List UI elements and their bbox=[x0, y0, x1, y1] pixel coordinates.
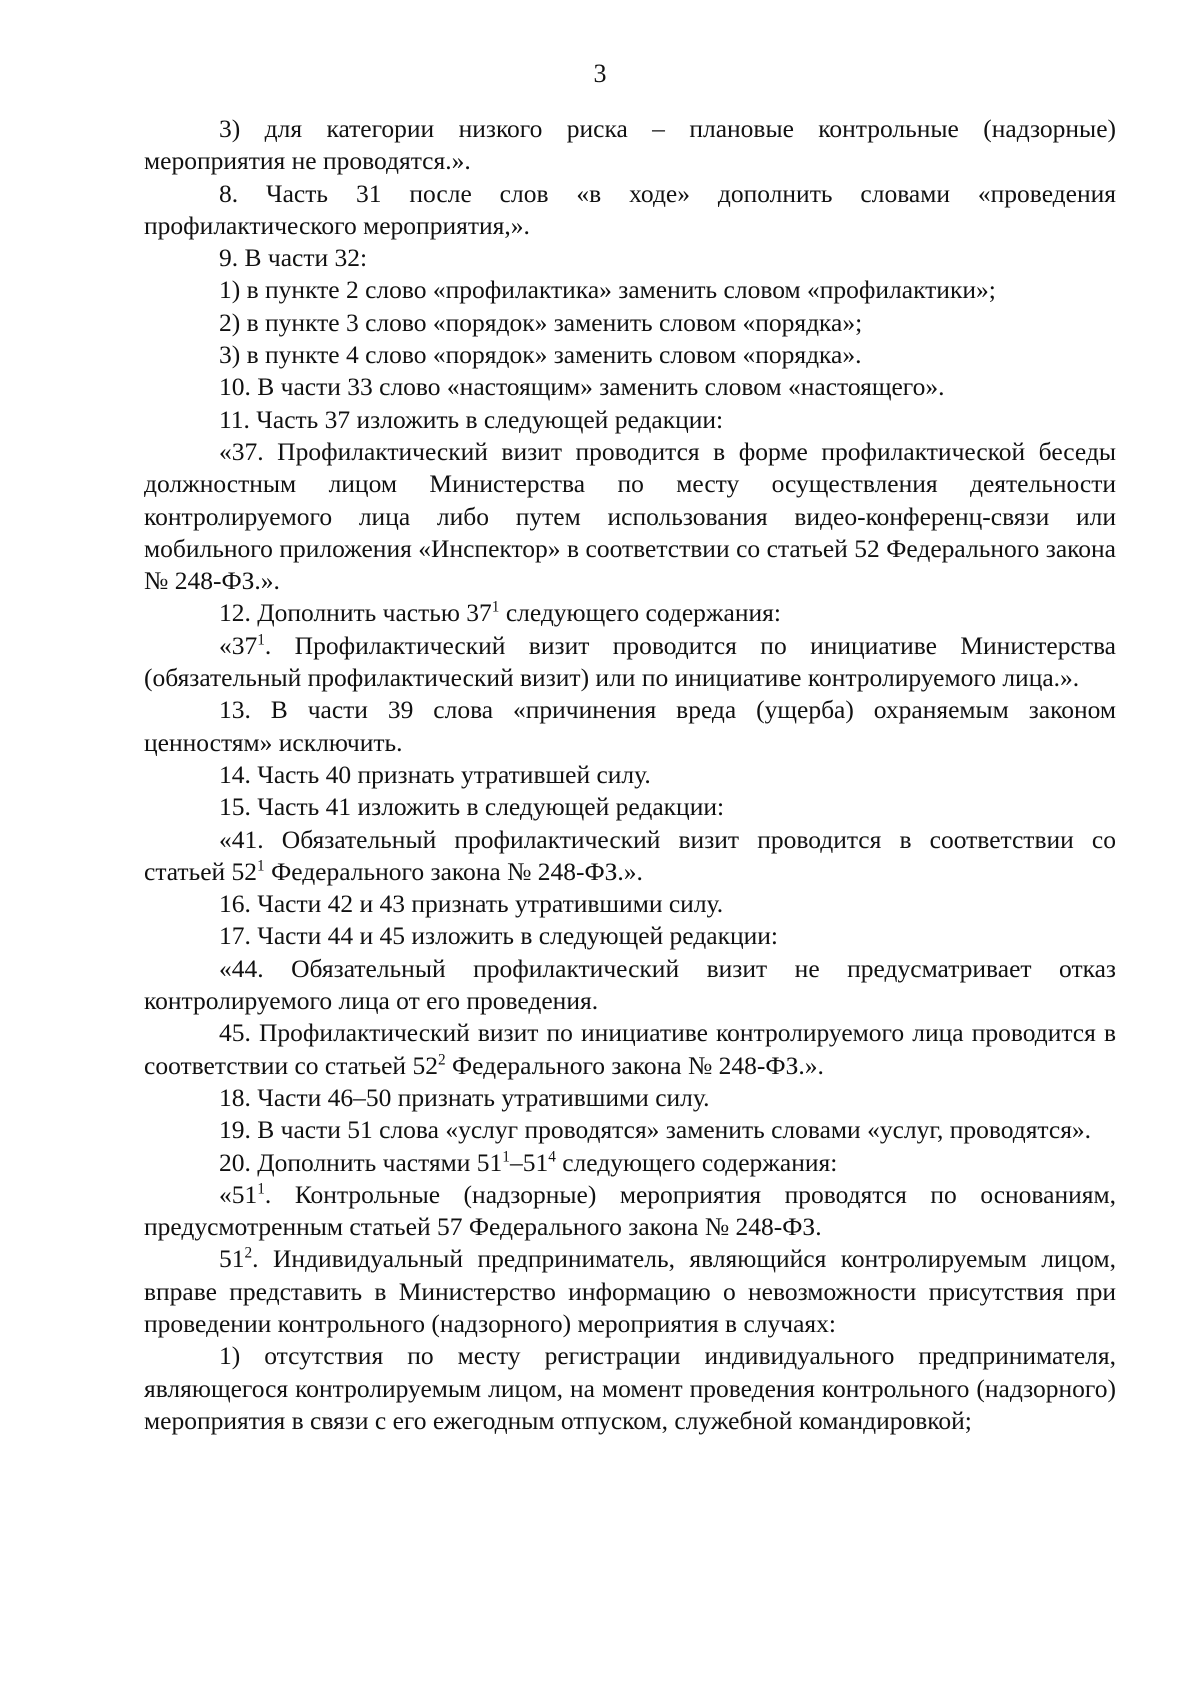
superscript: 1 bbox=[257, 857, 265, 875]
paragraph bbox=[144, 1017, 1116, 1082]
superscript: 4 bbox=[548, 1148, 556, 1165]
paragraph: 15. Часть 41 изложить в следующей редакции: bbox=[219, 792, 725, 822]
paragraph-text: . Профилактический визит проводится по инициативе Министерства (обязательный профилактический визит) или по инициативе контролируемого лица.». bbox=[144, 630, 1116, 693]
document-body bbox=[144, 113, 1116, 1437]
paragraph: 1) в пункте 2 слово «профилактика» заменить словом «профилактики»; bbox=[219, 275, 996, 305]
paragraph bbox=[144, 1147, 1116, 1179]
paragraph-text: . Контрольные (надзорные) мероприятия проводятся по основаниям, предусмотренным статьей 57 Федерального закона № 248-ФЗ. bbox=[144, 1179, 1116, 1242]
paragraph-text: следующего содержания: bbox=[555, 1147, 838, 1177]
paragraph-text: Федерального закона № 248-ФЗ.». bbox=[445, 1050, 824, 1080]
paragraph: 18. Части 46–50 признать утратившими силу. bbox=[219, 1082, 710, 1112]
paragraph: 11. Часть 37 изложить в следующей редакции: bbox=[219, 404, 724, 434]
paragraph: 8. Часть 31 после слов «в ходе» дополнить словами «проведения профилактического мероприятия,». bbox=[144, 178, 1116, 240]
paragraph: 3) в пункте 4 слово «порядок» заменить словом «порядка». bbox=[219, 340, 862, 370]
paragraph-text: «37 bbox=[219, 630, 258, 660]
paragraph bbox=[144, 1179, 1116, 1244]
paragraph: 14. Часть 40 признать утратившей силу. bbox=[219, 759, 651, 789]
paragraph-text: 20. Дополнить частями 51 bbox=[219, 1147, 503, 1177]
paragraph: 10. В части 33 слово «настоящим» заменить словом «настоящего». bbox=[219, 372, 945, 402]
paragraph bbox=[144, 597, 1116, 629]
paragraph-text: –51 bbox=[509, 1147, 549, 1177]
paragraph-text: 45. Профилактический визит по инициативе контролируемого лица проводится в соответствии со статьей 52 bbox=[144, 1018, 1116, 1080]
paragraph: 2) в пункте 3 слово «порядок» заменить словом «порядка»; bbox=[219, 307, 863, 337]
paragraph: «44. Обязательный профилактический визит не предусматривает отказ контролируемого лица от его проведения. bbox=[144, 953, 1116, 1016]
superscript: 1 bbox=[491, 598, 500, 616]
paragraph: 17. Части 44 и 45 изложить в следующей редакции: bbox=[219, 921, 778, 951]
paragraph-text: 12. Дополнить частью 37 bbox=[219, 598, 492, 628]
paragraph: 13. В части 39 слова «причинения вреда (ущерба) охраняемым законом ценностям» исключить. bbox=[144, 695, 1116, 757]
paragraph: 1) отсутствия по месту регистрации индивидуального предпринимателя, являющегося контролируемым лицом, на момент проведения контрольного (надзорного) мероприятия в связи с его ежегодным отпуском, служебной командировкой; bbox=[144, 1341, 1116, 1435]
paragraph-text: 51 bbox=[219, 1244, 245, 1274]
paragraph: 16. Части 42 и 43 признать утратившими силу. bbox=[219, 889, 724, 919]
superscript: 2 bbox=[244, 1244, 253, 1262]
paragraph: 19. В части 51 слова «услуг проводятся» заменить словами «услуг, проводятся». bbox=[219, 1115, 1092, 1145]
paragraph-text: . Индивидуальный предприниматель, являющийся контролируемым лицом, вправе представить в Министерство информацию о невозможности присутствия при проведении контрольного (надзорного) мероприятия в случаях: bbox=[144, 1244, 1116, 1338]
superscript: 2 bbox=[437, 1051, 446, 1069]
paragraph-text: «51 bbox=[219, 1179, 258, 1209]
superscript: 1 bbox=[502, 1148, 510, 1165]
paragraph-text: «41. Обязательный профилактический визит проводится в соответствии со статьей 52 bbox=[144, 824, 1116, 886]
paragraph-text: Федерального закона № 248-ФЗ.». bbox=[264, 856, 643, 886]
paragraph: 9. В части 32: bbox=[219, 243, 368, 273]
paragraph bbox=[144, 630, 1116, 695]
page-number: 3 bbox=[593, 59, 607, 88]
superscript: 1 bbox=[257, 631, 265, 649]
paragraph-text: следующего содержания: bbox=[499, 598, 781, 628]
paragraph: 3) для категории низкого риска – плановые контрольные (надзорные) мероприятия не проводятся.». bbox=[144, 114, 1116, 176]
superscript: 1 bbox=[257, 1180, 265, 1198]
paragraph bbox=[144, 824, 1116, 889]
paragraph bbox=[144, 1243, 1116, 1340]
paragraph: «37. Профилактический визит проводится в форме профилактической беседы должностным лицом Министерства по месту осуществления деятельности контролируемого лица либо путем использования видео-конференц-связи или мобильного приложения «Инспектор» в соответствии со статьей 52 Федерального закона № 248-ФЗ.». bbox=[144, 436, 1116, 596]
